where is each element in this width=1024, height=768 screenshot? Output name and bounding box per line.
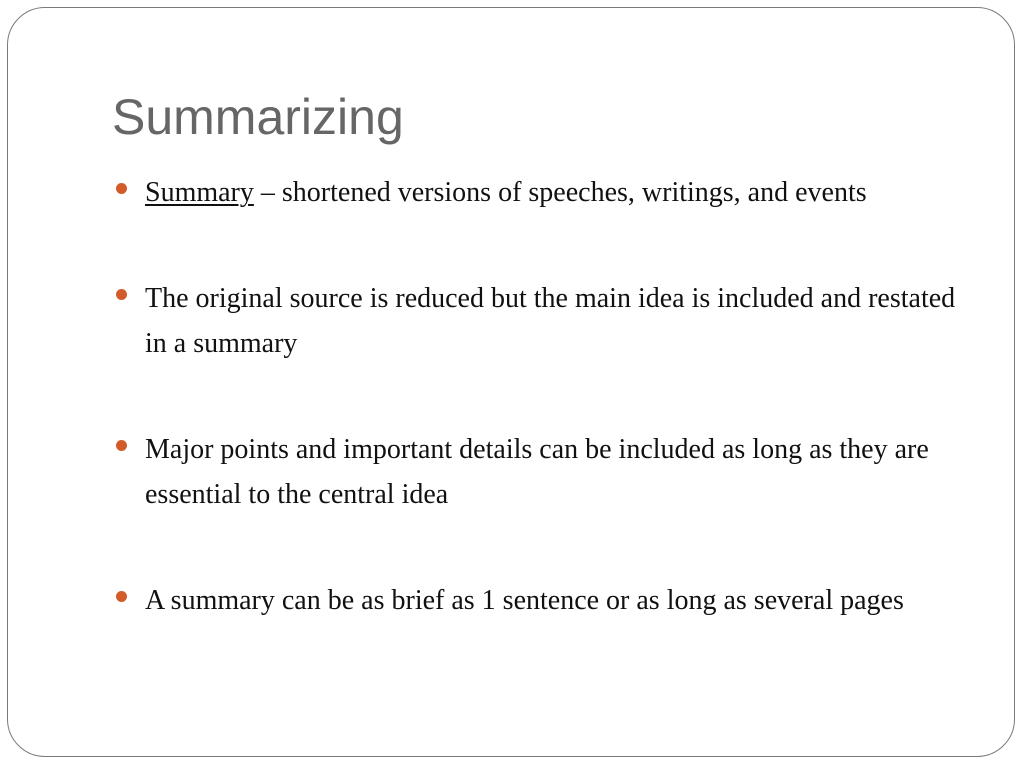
summary-term: Summary (145, 177, 254, 208)
bullet-item (116, 427, 966, 517)
bullet-item (116, 578, 966, 623)
bullet-dot-icon (116, 289, 127, 300)
bullet-text: The original source is reduced but the main idea is included and restated in a summary (145, 283, 956, 359)
bullet-dot-icon (116, 183, 127, 194)
bullet-text: – shortened versions of speeches, writings, and events (253, 177, 867, 208)
bullet-text: Major points and important details can be included as long as they are essential to the central idea (145, 434, 929, 510)
bullet-item (116, 276, 966, 366)
bullet-text: A summary can be as brief as 1 sentence or as long as several pages (145, 585, 904, 616)
bullet-dot-icon (116, 591, 127, 602)
slide-title: Summarizing (112, 89, 404, 145)
bullet-list (116, 170, 966, 623)
bullet-dot-icon (116, 440, 127, 451)
bullet-item (116, 170, 966, 215)
